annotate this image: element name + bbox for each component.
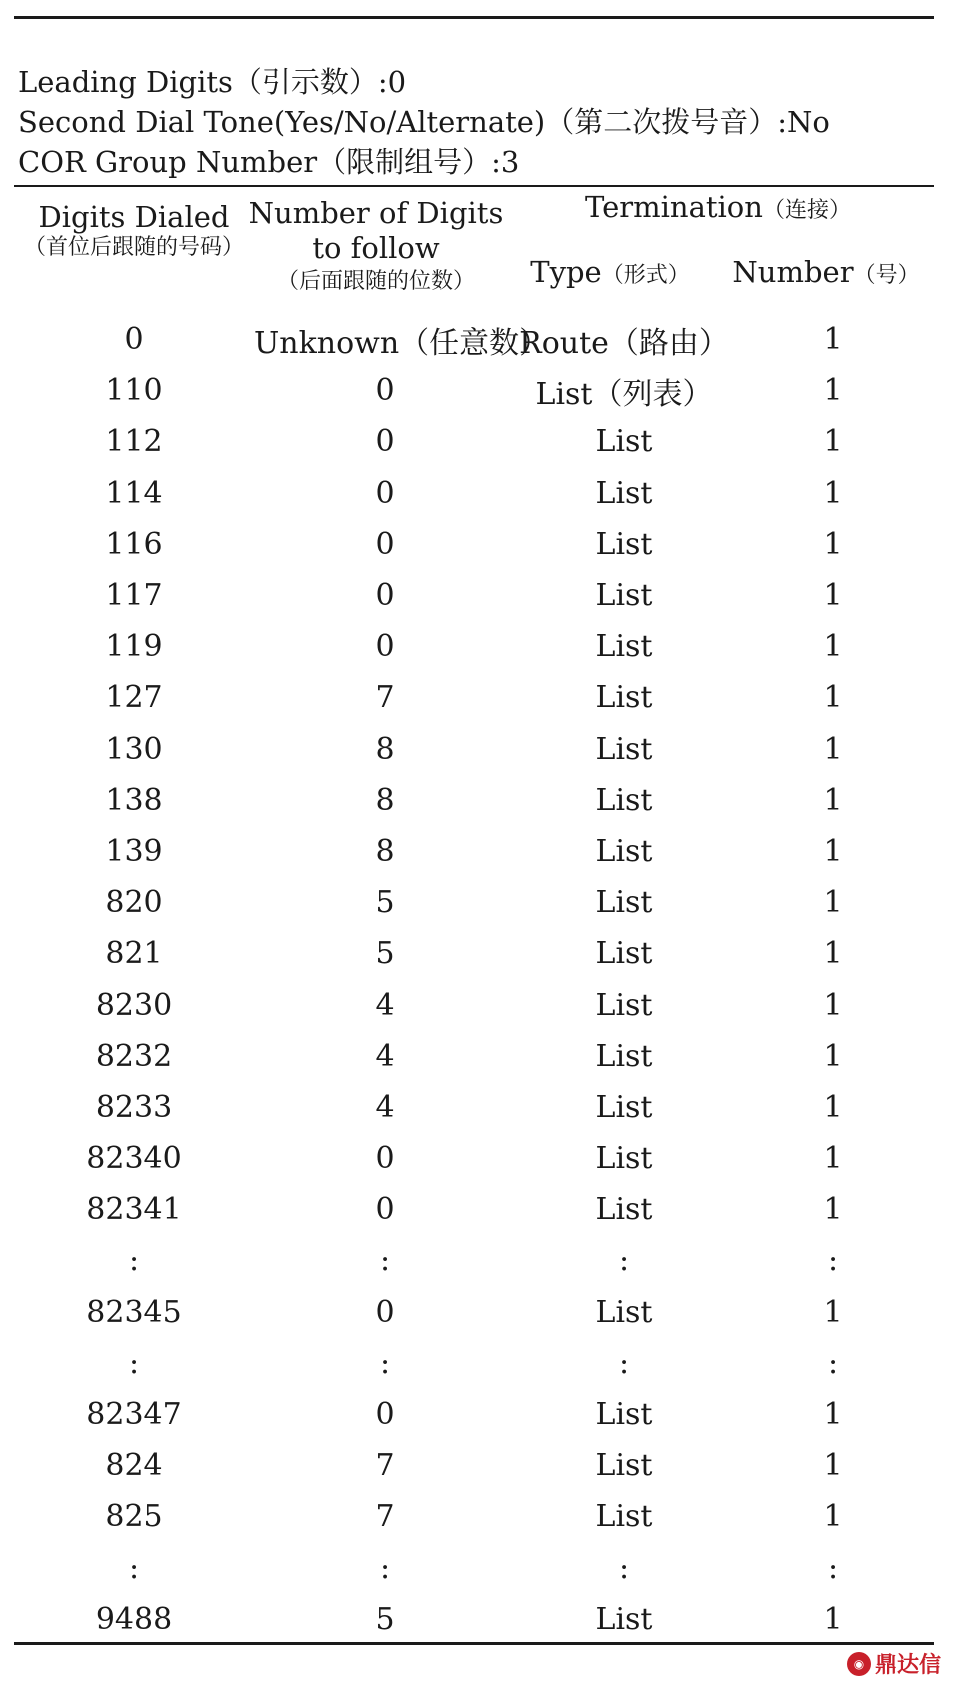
cell-digits-to-follow: 0: [375, 526, 395, 562]
table-row: [14, 365, 934, 416]
cell-digits-to-follow: 0: [375, 1192, 395, 1228]
cell-termination-number: 1: [823, 987, 843, 1023]
cell-digits-dialed: 82341: [86, 1192, 182, 1228]
cell-digits-dialed: 8233: [95, 1089, 173, 1125]
table-row: [14, 1133, 934, 1184]
leading-digits-line: Leading Digits（引示数）:0: [18, 65, 407, 99]
cell-digits-dialed: 82345: [86, 1294, 182, 1330]
cell-digits-to-follow: 5: [375, 885, 395, 921]
cell-digits-to-follow: 8: [375, 782, 395, 818]
cell-digits-to-follow: 5: [375, 936, 395, 972]
cell-digits-to-follow: :: [379, 1550, 391, 1586]
header-termination-cn: （连接）: [762, 198, 851, 223]
cell-digits-to-follow: 0: [375, 475, 395, 511]
table-row: [14, 1389, 934, 1440]
header-rule: [14, 185, 934, 187]
cell-termination-type: List: [595, 1448, 653, 1484]
cell-digits-to-follow: 0: [375, 1141, 395, 1177]
cell-termination-type: List: [595, 1601, 653, 1637]
cell-termination-type: Route（路由）: [519, 325, 729, 361]
header-digits-dialed-label: Digits Dialed: [38, 200, 230, 234]
cell-termination-number: :: [827, 1345, 839, 1381]
header-number-to-follow-cn: （后面跟随的位数）: [276, 268, 475, 294]
header-type-cn: （形式）: [601, 263, 690, 288]
cell-termination-number: 1: [823, 1499, 843, 1535]
header-number-cn: （号）: [853, 263, 920, 288]
cell-digits-to-follow: 4: [375, 1038, 395, 1074]
cell-termination-type: List: [595, 987, 653, 1023]
cell-digits-dialed: 116: [105, 526, 163, 562]
logo-icon: ◉: [847, 1652, 871, 1676]
header-termination-label: Termination: [585, 190, 763, 224]
second-dial-tone-line: Second Dial Tone(Yes/No/Alternate)（第二次拨号音）:No: [18, 105, 830, 139]
cell-termination-number: 1: [823, 475, 843, 511]
table-row: [14, 1338, 934, 1389]
cell-digits-to-follow: 0: [375, 1294, 395, 1330]
cell-termination-number: 1: [823, 1038, 843, 1074]
cell-termination-type: List: [595, 833, 653, 869]
table-body: [14, 314, 934, 1645]
cell-digits-to-follow: 7: [375, 1499, 395, 1535]
cell-termination-number: 1: [823, 885, 843, 921]
cell-digits-dialed: 820: [105, 885, 163, 921]
cell-digits-dialed: 127: [105, 680, 163, 716]
cell-digits-to-follow: :: [379, 1345, 391, 1381]
table-row: [14, 775, 934, 826]
cell-digits-dialed: 114: [105, 475, 163, 511]
cell-termination-type: List: [595, 936, 653, 972]
table-row: [14, 1491, 934, 1542]
header-number-to-follow: [248, 196, 504, 296]
bottom-rule: [14, 1642, 934, 1645]
cell-termination-number: 1: [823, 578, 843, 614]
cell-digits-dialed: 117: [105, 578, 163, 614]
cell-termination-type: List: [595, 1397, 653, 1433]
table-row: [14, 1287, 934, 1338]
cell-termination-number: 1: [823, 680, 843, 716]
cell-termination-type: List: [595, 1192, 653, 1228]
cell-termination-number: :: [827, 1550, 839, 1586]
cell-digits-dialed: 825: [105, 1499, 163, 1535]
cell-termination-number: :: [827, 1243, 839, 1279]
cell-termination-number: 1: [823, 731, 843, 767]
cor-group-line: COR Group Number（限制组号）:3: [18, 145, 520, 179]
header-type-label: Type: [530, 255, 602, 289]
cell-digits-dialed: :: [128, 1345, 140, 1381]
cell-digits-to-follow: 0: [375, 373, 395, 409]
table-row: [14, 416, 934, 467]
watermark-logo: [847, 1648, 941, 1679]
header-type: [500, 255, 720, 290]
cell-digits-dialed: 130: [105, 731, 163, 767]
cell-digits-dialed: 139: [105, 833, 163, 869]
cell-digits-to-follow: :: [379, 1243, 391, 1279]
cell-digits-dialed: :: [128, 1243, 140, 1279]
table-row: [14, 672, 934, 723]
table-row: [14, 1594, 934, 1645]
cell-digits-to-follow: 7: [375, 680, 395, 716]
cell-termination-type: List: [595, 885, 653, 921]
cell-termination-type: List（列表）: [535, 376, 713, 412]
cell-termination-number: 1: [823, 629, 843, 665]
table-row: [14, 1543, 934, 1594]
table-row: [14, 1440, 934, 1491]
table-meta: [18, 62, 830, 182]
table-row: [14, 877, 934, 928]
table-row: [14, 314, 934, 365]
cell-termination-number: 1: [823, 373, 843, 409]
cell-digits-dialed: 119: [105, 629, 163, 665]
cell-digits-to-follow: 5: [375, 1601, 395, 1637]
logo-text: 鼎达信: [874, 1653, 941, 1678]
table-row: [14, 826, 934, 877]
cell-digits-dialed: 110: [105, 373, 163, 409]
cell-digits-to-follow: 8: [375, 833, 395, 869]
header-digits-dialed-cn: （首位后跟随的号码）: [23, 235, 244, 261]
cell-digits-dialed: 9488: [95, 1601, 173, 1637]
cell-digits-dialed: 82347: [86, 1397, 182, 1433]
cell-digits-to-follow: 7: [375, 1448, 395, 1484]
cell-termination-number: 1: [823, 1601, 843, 1637]
cell-digits-to-follow: 0: [375, 424, 395, 460]
cell-termination-number: 1: [823, 424, 843, 460]
cell-termination-number: 1: [823, 936, 843, 972]
cell-digits-dialed: 821: [105, 936, 163, 972]
cell-termination-type: List: [595, 424, 653, 460]
cell-digits-dialed: 8232: [95, 1038, 173, 1074]
cell-termination-type: :: [618, 1243, 630, 1279]
cell-digits-to-follow: 0: [375, 629, 395, 665]
cell-termination-number: 1: [823, 526, 843, 562]
table-row: [14, 1031, 934, 1082]
table-row: [14, 724, 934, 775]
cell-termination-number: 1: [823, 782, 843, 818]
table-row: [14, 1184, 934, 1235]
cell-digits-dialed: 82340: [86, 1141, 182, 1177]
cell-termination-number: 1: [823, 1397, 843, 1433]
cell-digits-to-follow: 8: [375, 731, 395, 767]
cell-digits-to-follow: 0: [375, 1397, 395, 1433]
cell-termination-type: :: [618, 1550, 630, 1586]
cell-digits-dialed: 138: [105, 782, 163, 818]
cell-termination-number: 1: [823, 1089, 843, 1125]
table-row: [14, 979, 934, 1030]
cell-digits-to-follow: 0: [375, 578, 395, 614]
table-row: [14, 519, 934, 570]
cell-digits-dialed: 8230: [95, 987, 173, 1023]
header-number-label: Number: [732, 255, 854, 289]
cell-digits-dialed: 0: [124, 322, 144, 358]
table-row: [14, 570, 934, 621]
table-row: [14, 928, 934, 979]
cell-digits-to-follow: 4: [375, 1089, 395, 1125]
cell-termination-type: :: [618, 1345, 630, 1381]
cell-termination-type: List: [595, 1038, 653, 1074]
cell-termination-type: List: [595, 782, 653, 818]
cell-termination-type: List: [595, 475, 653, 511]
table-row: [14, 1082, 934, 1133]
cell-termination-type: List: [595, 578, 653, 614]
cell-termination-type: List: [595, 1141, 653, 1177]
cell-digits-to-follow: Unknown（任意数）: [254, 325, 550, 361]
top-rule: [14, 16, 934, 19]
cell-termination-number: 1: [823, 322, 843, 358]
header-termination: [500, 190, 936, 225]
cell-termination-number: 1: [823, 833, 843, 869]
table-row: [14, 468, 934, 519]
header-digits-dialed: [14, 200, 254, 262]
cell-digits-to-follow: 4: [375, 987, 395, 1023]
cell-digits-dialed: 112: [105, 424, 163, 460]
cell-termination-type: List: [595, 526, 653, 562]
header-number-to-follow-label: Number of Digits to follow: [248, 196, 504, 266]
cell-termination-number: 1: [823, 1448, 843, 1484]
cell-termination-type: List: [595, 1089, 653, 1125]
cell-termination-number: 1: [823, 1141, 843, 1177]
cell-termination-type: List: [595, 629, 653, 665]
table-row: [14, 1235, 934, 1286]
cell-termination-type: List: [595, 680, 653, 716]
header-number: [716, 255, 936, 290]
cell-termination-type: List: [595, 1294, 653, 1330]
cell-termination-number: 1: [823, 1294, 843, 1330]
cell-termination-number: 1: [823, 1192, 843, 1228]
cell-termination-type: List: [595, 1499, 653, 1535]
cell-digits-dialed: 824: [105, 1448, 163, 1484]
cell-digits-dialed: :: [128, 1550, 140, 1586]
table-row: [14, 621, 934, 672]
cell-termination-type: List: [595, 731, 653, 767]
